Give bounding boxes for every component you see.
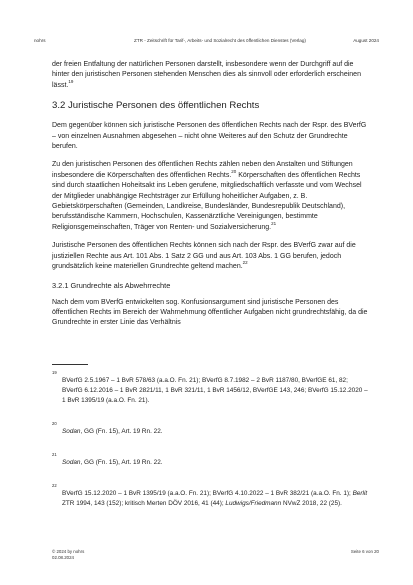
section-paragraph-2: Zu den juristischen Personen des öffentlichen Rechts zählen neben den Anstalten und Stiftungen insbesondere die Körperschaften des öffentlichen Rechts.$^{20}$ Körperschaften des öffentlichen Rechts sind durch staatlichen Hoheitsakt ins Leben gerufene, mitgliedschaftlich verfasste und vom Wechsel der Mitglieder unabhängige Rechtsträger zur Erfüllung hoheitlicher Aufgaben, z. B. Gebietskörperschaften (Gemeinden, Landkreise, Bundesländer, Bundesrepublik Deutschland), berufsständische Kammern, Hochschulen, Kassenärztliche Vereinigungen, bestimmte Religionsgemeinschaften, Träger von Renten- und Sozialversicherung.$^{21}$: [52, 161, 362, 231]
footnote-number: 20: [52, 421, 57, 426]
footnote-ref[interactable]: 22: [242, 260, 248, 266]
intro-paragraph: der freien Entfaltung der natürlichen Personen darstellt, insbesondere wenn der Durchgriff auf die hinter den juristischen Personen stehenden Menschen dies als sinnvoll oder erforderlich erscheinen lässt.$^{19}$: [52, 61, 361, 89]
footnote-ref[interactable]: 20: [231, 168, 237, 174]
footnote-text: Sodan, GG (Fn. 15), Art. 19 Rn. 22.: [62, 459, 163, 466]
header-journal-title: ZTR - Zeitschrift für Tarif-, Arbeits- und Sozialrecht des öffentlichen Dienstes (Verlag): [134, 38, 306, 43]
footnote-ref[interactable]: 19: [68, 78, 74, 84]
footnote-ref[interactable]: 21: [271, 220, 277, 226]
footnote-number: 21: [52, 452, 57, 457]
section-paragraph-1: Dem gegenüber können sich juristische Personen des öffentlichen Rechts nach der Rspr. des BVerfG – von einzelnen Ausnahmen abgesehen – nicht ohne Weiteres auf den Schutz der Grundrechte berufen.: [52, 122, 367, 151]
main-content: [52, 60, 370, 337]
footnote: [52, 421, 370, 437]
footnote: [52, 452, 370, 468]
header-date: August 2024: [353, 38, 379, 43]
footnote-number: 22: [52, 483, 57, 488]
subsection-heading: 3.2.1 Grundrechte als Abwehrrechte: [52, 280, 171, 290]
footnote-divider: [52, 364, 88, 365]
section-heading: 3.2 Juristische Personen des öffentlichen Rechts: [52, 100, 260, 112]
footer-copyright: © 2024 by nohrs 02.08.2024: [52, 549, 85, 560]
footnote: [52, 370, 370, 407]
footnote-text: Sodan, GG (Fn. 15), Art. 19 Rn. 22.: [62, 428, 163, 435]
page-header: [34, 38, 379, 54]
footnote-number: 19: [52, 370, 57, 375]
section-paragraph-3: Juristische Personen des öffentlichen Rechts können sich nach der Rspr. des BVerfG zwar auf die justiziellen Rechte aus Art. 101 Abs. 1 Satz 2 GG und aus Art. 103 Abs. 1 GG berufen, jedoch grundsätzlich keine materiellen Grundrechte geltend machen.$^{22}$: [52, 242, 356, 271]
header-publisher: nohrs: [34, 38, 46, 43]
footnote-text: BVerfG 15.12.2020 – 1 BvR 1395/19 (a.a.O. Fn. 21); BVerfG 4.10.2022 – 1 BvR 382/21 (a.a.O. Fn. 1); Berlit ZTR 1994, 143 (152); kritisch Merten DÖV 2016, 41 (44); Ludwigs/Friedmann NVwZ 2018, 22 (25).: [62, 490, 368, 508]
footnote: [52, 483, 370, 509]
footnote-text: BVerfG 2.5.1967 – 1 BvR 578/63 (a.a.O. Fn. 21); BVerfG 8.7.1982 – 2 BvR 1187/80, BVerfGE 61, 82; BVerfG 6.12.2016 – 1 BvR 2821/11, 1 BvR 321/11, 1 BvR 1456/12, BVerfGE 143, 246; BVerfG 15.12.2020 – 1 BvR 1395/19 (a.a.O. Fn. 21).: [62, 377, 368, 405]
subsection-paragraph-1: Nach dem vom BVerfG entwickelten sog. Konfusionsargument sind juristische Personen des öffentlichen Rechts im Bereich der Wahrnehmung öffentlicher Aufgaben nicht grundrechtsfähig, da die Grundrechte in erster Linie das Verhältnis: [52, 298, 368, 327]
footer-page-number: Seite 6 von 20: [350, 549, 379, 554]
